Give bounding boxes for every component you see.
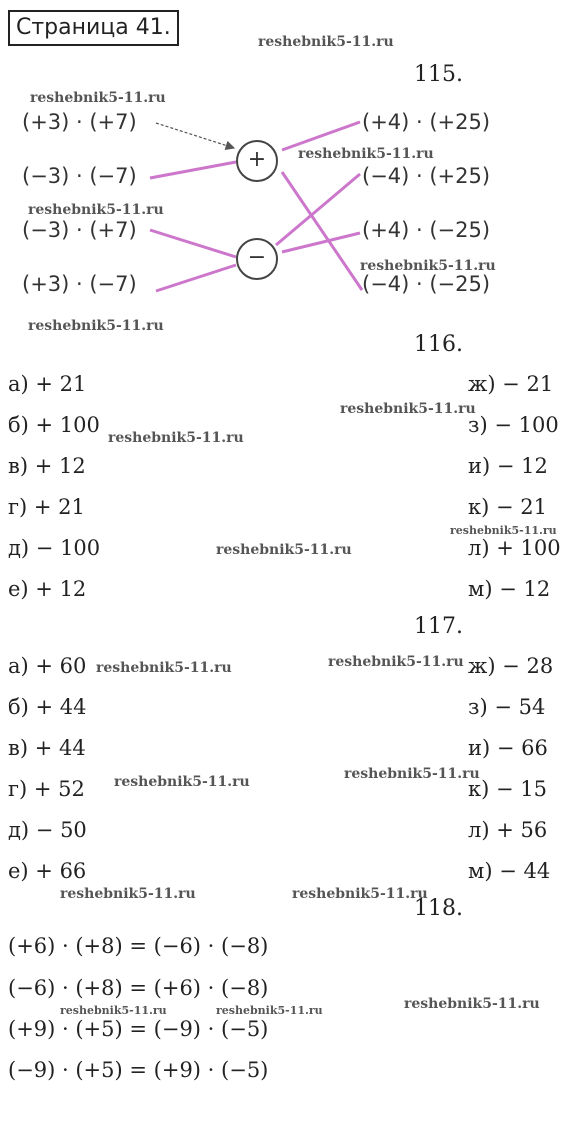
plus-sign-node: +	[236, 140, 278, 182]
right-expression: (−4) · (−25)	[362, 272, 491, 296]
answer-item: д) − 100	[8, 536, 101, 560]
watermark: reshebnik5-11.ru	[340, 401, 476, 417]
answer-item: е) + 12	[8, 577, 87, 601]
answer-item: а) + 60	[8, 654, 87, 678]
right-expression: (+4) · (−25)	[362, 218, 491, 242]
watermark: reshebnik5-11.ru	[216, 542, 352, 558]
left-expression: (−3) · (−7)	[22, 164, 137, 188]
answer-item: и) − 12	[468, 454, 548, 478]
watermark: reshebnik5-11.ru	[28, 202, 164, 218]
link-line	[282, 233, 360, 252]
page-title: Страница 41.	[8, 10, 179, 46]
watermark: reshebnik5-11.ru	[450, 524, 557, 537]
equation-line: (+9) · (+5) = (−9) · (−5)	[8, 1017, 269, 1041]
answer-item: к) − 15	[468, 777, 547, 801]
answer-item: м) − 12	[468, 577, 551, 601]
minus-sign-node: −	[236, 238, 278, 280]
watermark: reshebnik5-11.ru	[60, 1004, 167, 1017]
answer-item: е) + 66	[8, 859, 87, 883]
watermark: reshebnik5-11.ru	[114, 774, 250, 790]
answer-item: з) − 54	[468, 695, 546, 719]
answer-item: а) + 21	[8, 372, 87, 396]
exercise-number: 115.	[414, 62, 463, 87]
right-expression: (+4) · (+25)	[362, 110, 491, 134]
arrow-line	[156, 123, 234, 148]
watermark: reshebnik5-11.ru	[216, 1004, 323, 1017]
watermark: reshebnik5-11.ru	[404, 996, 540, 1012]
watermark: reshebnik5-11.ru	[28, 318, 164, 334]
answer-item: з) − 100	[468, 413, 559, 437]
link-line	[156, 265, 236, 291]
left-expression: (+3) · (+7)	[22, 110, 137, 134]
answer-item: л) + 56	[468, 818, 548, 842]
answer-item: г) + 21	[8, 495, 85, 519]
watermark: reshebnik5-11.ru	[30, 90, 166, 106]
link-line	[150, 162, 236, 178]
watermark: reshebnik5-11.ru	[108, 430, 244, 446]
answer-item: г) + 52	[8, 777, 85, 801]
answer-item: м) − 44	[468, 859, 551, 883]
watermark: reshebnik5-11.ru	[328, 654, 464, 670]
answer-item: к) − 21	[468, 495, 547, 519]
watermark: reshebnik5-11.ru	[360, 258, 496, 274]
equation-line: (−9) · (+5) = (+9) · (−5)	[8, 1058, 269, 1082]
equation-line: (+6) · (+8) = (−6) · (−8)	[8, 934, 269, 958]
answer-item: ж) − 28	[468, 654, 554, 678]
watermark: reshebnik5-11.ru	[96, 660, 232, 676]
answer-item: ж) − 21	[468, 372, 554, 396]
answer-item: д) − 50	[8, 818, 87, 842]
watermark: reshebnik5-11.ru	[298, 146, 434, 162]
link-line	[282, 122, 360, 150]
answer-item: в) + 12	[8, 454, 86, 478]
left-expression: (+3) · (−7)	[22, 272, 137, 296]
answer-item: л) + 100	[468, 536, 561, 560]
right-expression: (−4) · (+25)	[362, 164, 491, 188]
answer-item: в) + 44	[8, 736, 86, 760]
exercise-number: 116.	[414, 332, 463, 357]
link-line	[276, 174, 360, 245]
link-line	[150, 230, 236, 257]
watermark: reshebnik5-11.ru	[60, 886, 196, 902]
equation-line: (−6) · (+8) = (+6) · (−8)	[8, 976, 269, 1000]
left-expression: (−3) · (+7)	[22, 218, 137, 242]
answer-item: и) − 66	[468, 736, 548, 760]
watermark: reshebnik5-11.ru	[344, 766, 480, 782]
answer-item: б) + 100	[8, 413, 100, 437]
exercise-number: 117.	[414, 614, 463, 639]
answer-item: б) + 44	[8, 695, 87, 719]
exercise-number: 118.	[414, 896, 463, 921]
watermark: reshebnik5-11.ru	[292, 886, 428, 902]
watermark: reshebnik5-11.ru	[258, 34, 394, 50]
